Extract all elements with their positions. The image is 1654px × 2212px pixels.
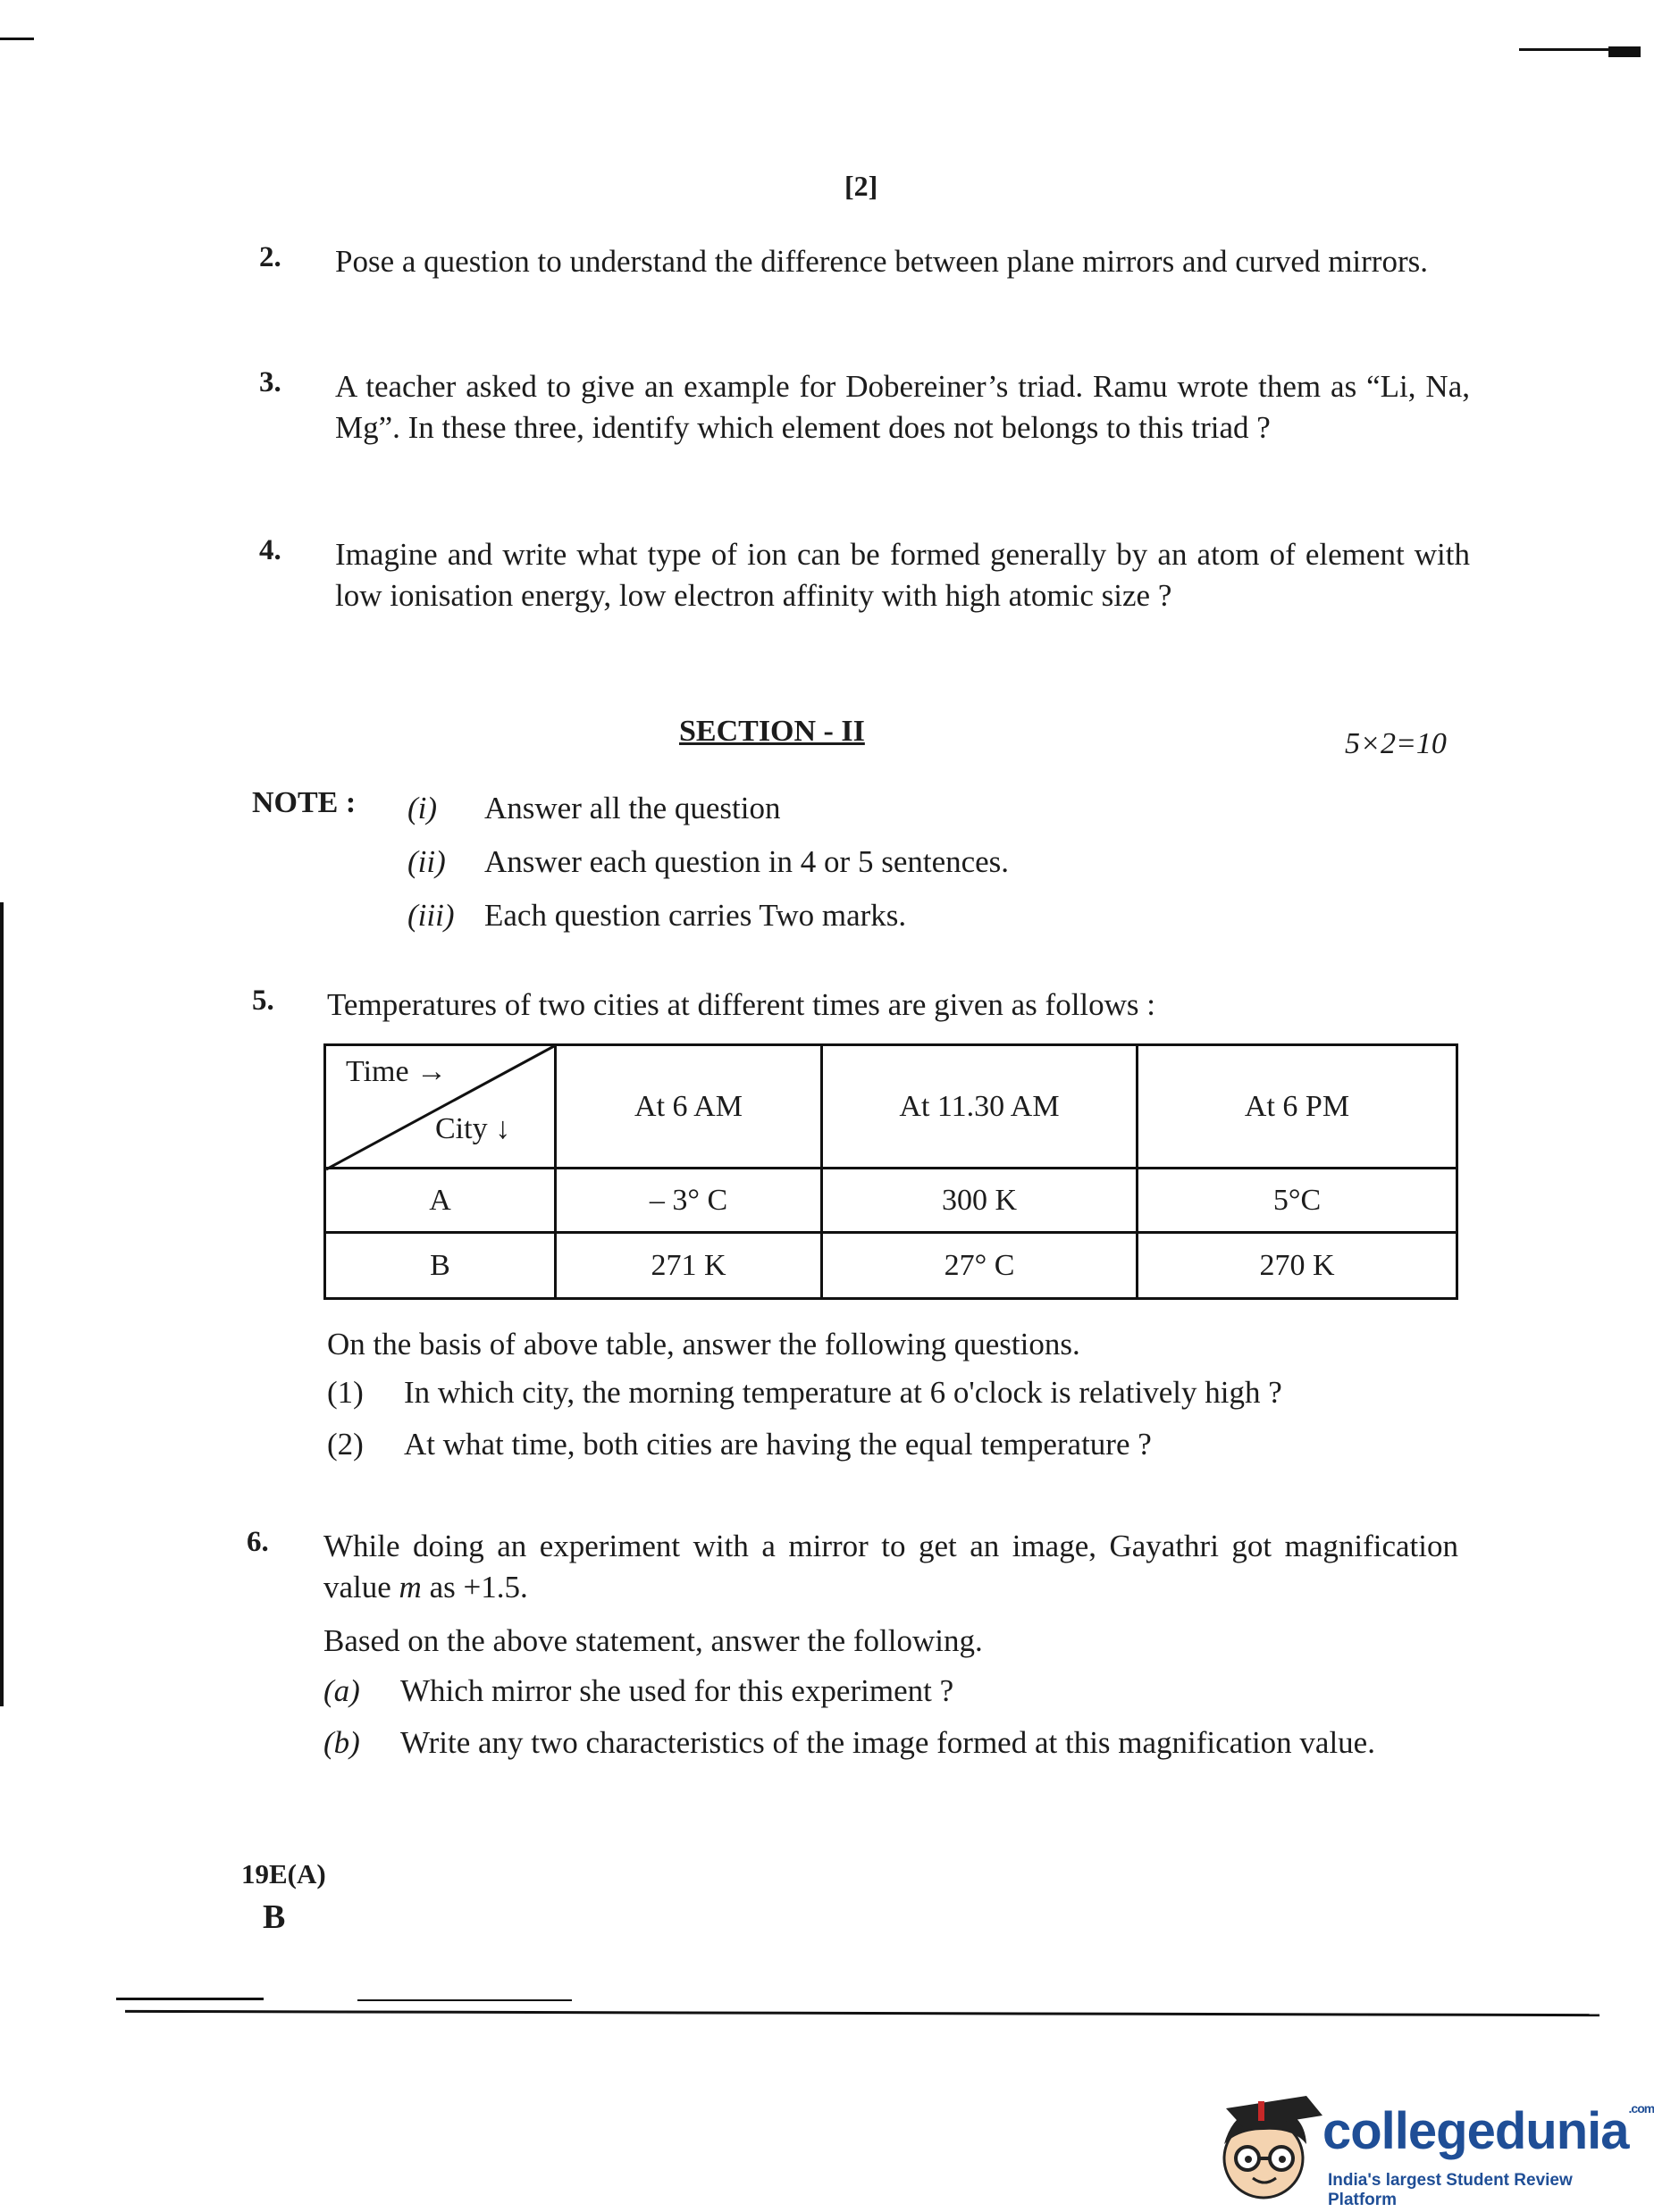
page-number: [2]	[844, 170, 878, 202]
brand-name	[1322, 2101, 1654, 2161]
table-row	[325, 1169, 1457, 1233]
table-header-6am: At 6 AM	[556, 1045, 822, 1169]
question-5-follow: On the basis of above table, answer the following questions.	[327, 1327, 1080, 1362]
corner-label-time: Time →	[346, 1055, 448, 1088]
question-3-text: A teacher asked to give an example for Dobereiner’s triad. Ramu wrote them as “Li, Na, Mg”. In these three, identify which element does not belongs to this triad ?	[335, 369, 1470, 445]
corner-label-city: City ↓	[435, 1112, 511, 1145]
table-city-b: B	[325, 1233, 556, 1299]
table-cell: – 3° C	[556, 1169, 822, 1233]
question-6-variable: m	[399, 1570, 422, 1605]
question-2-text: Pose a question to understand the difference between plane mirrors and curved mirrors.	[335, 244, 1428, 279]
scan-edge-bottom-2	[357, 1999, 572, 2001]
note-item-3: Each question carries Two marks.	[484, 898, 907, 933]
mascot-icon	[1208, 2089, 1329, 2205]
note-item-1: Answer all the question	[484, 791, 781, 825]
brand-tagline: India's largest Student Review Platform	[1328, 2171, 1573, 2209]
question-6-sub-a: Which mirror she used for this experiment ?	[400, 1673, 954, 1708]
scan-edge-left	[0, 902, 4, 1706]
brand-logo	[1208, 2089, 1654, 2212]
table-cell: 5°C	[1138, 1169, 1457, 1233]
question-3-number: 3.	[259, 366, 281, 398]
table-cell: 270 K	[1138, 1233, 1457, 1299]
section-marks: 5×2=10	[1345, 727, 1447, 760]
brand-name-text: collegedunia	[1322, 2102, 1629, 2160]
question-6-sub-b-marker: (b)	[323, 1725, 360, 1760]
table-city-a: A	[325, 1169, 556, 1233]
table-header-6pm: At 6 PM	[1138, 1045, 1457, 1169]
question-6-sub-b: Write any two characteristics of the image formed at this magnification value.	[400, 1725, 1375, 1760]
note-marker-3: (iii)	[407, 898, 455, 933]
question-5-sub-1-marker: (1)	[327, 1375, 364, 1410]
scan-edge-top-right	[1519, 48, 1608, 51]
scan-edge-bottom-1	[116, 1998, 264, 2000]
paper-code: 19E(A)	[241, 1858, 326, 1889]
question-5-sub-1: In which city, the morning temperature at 6 o'clock is relatively high ?	[404, 1375, 1282, 1410]
question-5-sub-2: At what time, both cities are having the equal temperature ?	[404, 1427, 1152, 1462]
question-5-sub-2-marker: (2)	[327, 1427, 364, 1462]
question-6-follow: Based on the above statement, answer the following.	[323, 1623, 983, 1658]
note-label: NOTE :	[252, 786, 357, 819]
question-4-number: 4.	[259, 534, 281, 566]
table-row	[325, 1233, 1457, 1299]
question-4-text: Imagine and write what type of ion can be formed generally by an atom of element with low ionisation energy, low electron affinity with high atomic size ?	[335, 537, 1470, 613]
table-cell: 300 K	[822, 1169, 1138, 1233]
section-title: SECTION - II	[679, 715, 865, 748]
scan-edge-top-left	[0, 38, 34, 40]
scan-edge-bottom-3	[125, 2010, 1599, 2016]
note-marker-1: (i)	[407, 791, 438, 825]
note-marker-2: (ii)	[407, 844, 446, 879]
question-5-text: Temperatures of two cities at different times are given as follows :	[327, 987, 1156, 1022]
brand-tld: .com	[1628, 2101, 1654, 2116]
paper-series: B	[263, 1898, 286, 1936]
table-cell: 271 K	[556, 1233, 822, 1299]
question-5-number: 5.	[252, 985, 274, 1017]
table-corner-cell	[325, 1045, 556, 1169]
question-6-text-b: as +1.5.	[429, 1570, 528, 1605]
table-header-1130am: At 11.30 AM	[822, 1045, 1138, 1169]
table-cell: 27° C	[822, 1233, 1138, 1299]
question-6-text-a: While doing an experiment with a mirror to get an image, Gayathri got magnification value	[323, 1529, 1458, 1605]
question-6-text	[323, 1526, 1458, 1608]
question-6-number: 6.	[247, 1526, 269, 1558]
question-6-sub-a-marker: (a)	[323, 1673, 360, 1708]
question-2-number: 2.	[259, 241, 281, 273]
note-item-2: Answer each question in 4 or 5 sentences.	[484, 844, 1010, 879]
scan-edge-top-right-mark	[1608, 46, 1641, 57]
temperature-table	[323, 1043, 1458, 1300]
